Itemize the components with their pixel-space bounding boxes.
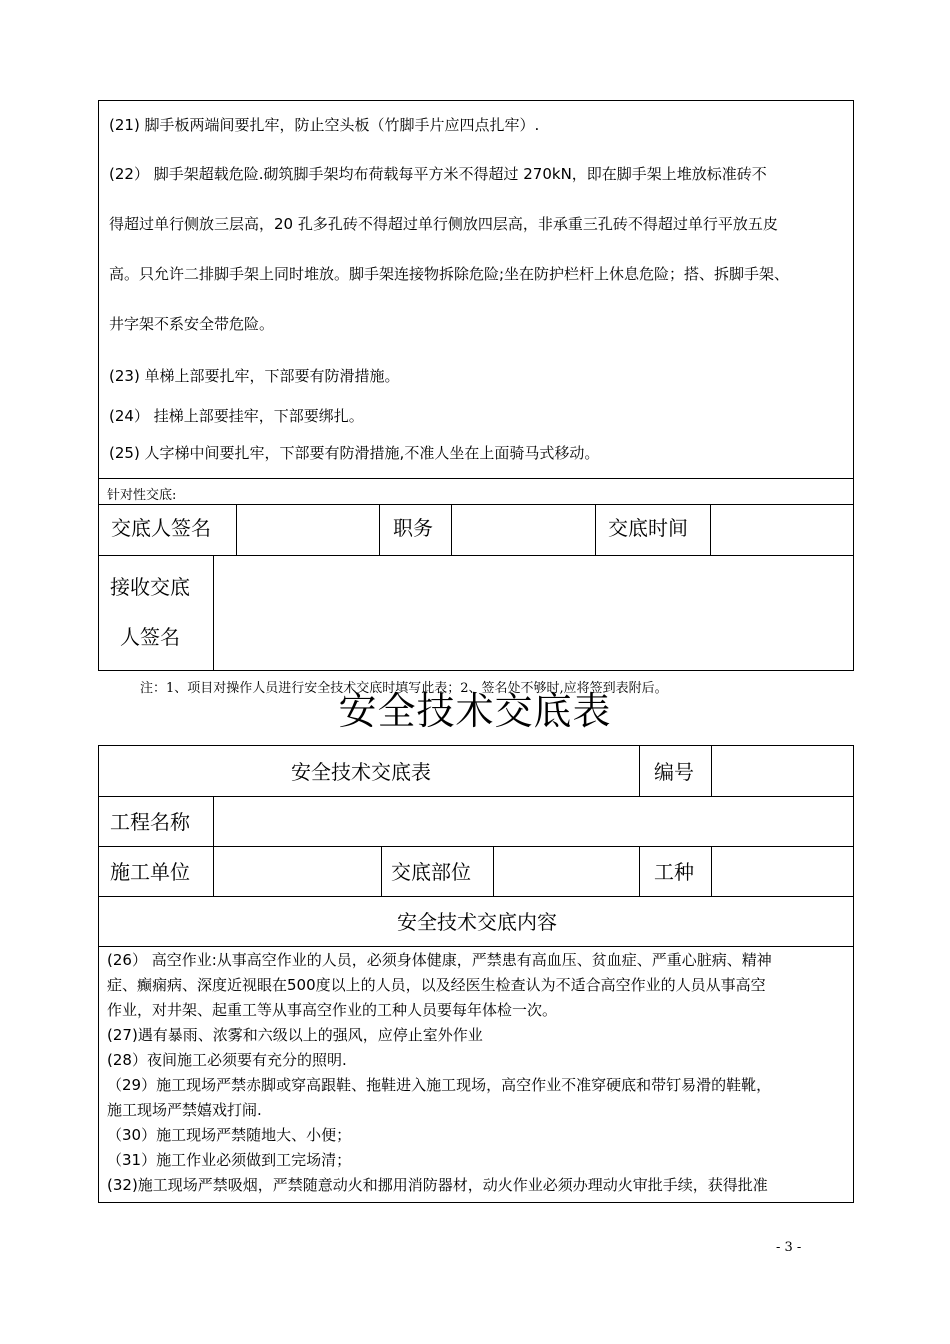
item-23: (23) 单梯上部要扎牢，下部要有防滑措施。 (109, 367, 400, 385)
contractor-label: 施工单位 (110, 860, 190, 884)
divider (711, 746, 712, 796)
content-line: 施工现场严禁嬉戏打闹. (107, 1101, 262, 1119)
item-21: (21) 脚手板两端间要扎牢，防止空头板（竹脚手片应四点扎牢）. (109, 116, 540, 134)
divider (379, 504, 380, 555)
project-name-label: 工程名称 (110, 810, 190, 834)
safety-briefing-form (98, 745, 854, 1203)
divider (236, 504, 237, 555)
content-line: (28）夜间施工必须要有充分的照明. (107, 1051, 347, 1069)
page-number: - 3 - (776, 1240, 802, 1255)
divider (381, 846, 382, 896)
content-line: (32)施工现场严禁吸烟，严禁随意动火和挪用消防器材，动火作业必须办理动火审批手续，获得批准 (107, 1176, 768, 1194)
receiver-signature-label-1: 接收交底 (110, 575, 190, 599)
item-22-line-1: (22） 脚手架超载危险.砌筑脚手架均布荷载每平方米不得超过 270kN，即在脚手架上堆放标准砖不 (109, 165, 767, 183)
content-line: （31）施工作业必须做到工完场清； (107, 1151, 352, 1169)
content-line: (26） 高空作业:从事高空作业的人员，必须身体健康，严禁患有高血压、贫血症、严重心脏病、精神 (107, 951, 772, 969)
item-22-line-3: 高。只允许二排脚手架上同时堆放。脚手架连接物拆除危险;坐在防护栏杆上休息危险；搭、拆脚手架、 (109, 265, 790, 283)
content-line: （29）施工现场严禁赤脚或穿高跟鞋、拖鞋进入施工现场，高空作业不准穿硬底和带钉易滑的鞋靴， (107, 1076, 772, 1094)
divider (639, 846, 640, 896)
briefing-time-label: 交底时间 (608, 516, 688, 540)
receiver-signature-label-2: 人签名 (120, 625, 180, 649)
item-22-line-4: 井字架不系安全带危险。 (109, 315, 275, 333)
divider (451, 504, 452, 555)
divider (213, 796, 214, 846)
document-title: 安全技术交底表 (338, 689, 612, 733)
briefing-part-label: 交底部位 (391, 860, 471, 884)
divider (213, 555, 214, 671)
trade-label: 工种 (654, 860, 694, 884)
content-line: (27)遇有暴雨、浓雾和六级以上的强风，应停止室外作业 (107, 1026, 483, 1044)
continuation-table (98, 100, 854, 671)
divider (710, 504, 711, 555)
divider (99, 896, 853, 897)
divider (711, 846, 712, 896)
item-24: (24） 挂梯上部要挂牢，下部要绑扎。 (109, 407, 364, 425)
divider (99, 478, 853, 479)
divider (213, 846, 214, 896)
divider (99, 504, 853, 505)
footnote: 注：1、项目对操作人员进行安全技术交底时填写此表；2、签名处不够时,应将签到表附后。 (140, 681, 668, 696)
item-22-line-2: 得超过单行侧放三层高，20 孔多孔砖不得超过单行侧放四层高，非承重三孔砖不得超过单行平放五皮 (109, 215, 778, 233)
divider (595, 504, 596, 555)
divider (639, 746, 640, 796)
divider (493, 846, 494, 896)
number-label: 编号 (654, 760, 694, 784)
item-25: (25) 人字梯中间要扎牢，下部要有防滑措施,不准人坐在上面骑马式移动。 (109, 444, 600, 462)
content-heading: 安全技术交底内容 (397, 910, 557, 934)
form-header-title: 安全技术交底表 (291, 760, 431, 784)
targeted-briefing-label: 针对性交底: (107, 488, 177, 503)
briefer-signature-label: 交底人签名 (111, 516, 211, 540)
position-label: 职务 (393, 516, 433, 540)
content-line: 作业，对井架、起重工等从事高空作业的工种人员要每年体检一次。 (107, 1001, 558, 1019)
content-line: （30）施工现场严禁随地大、小便； (107, 1126, 352, 1144)
divider (99, 946, 853, 947)
content-line: 症、癫痫病、深度近视眼在500度以上的人员，以及经医生检查认为不适合高空作业的人员从事高空 (107, 976, 766, 994)
